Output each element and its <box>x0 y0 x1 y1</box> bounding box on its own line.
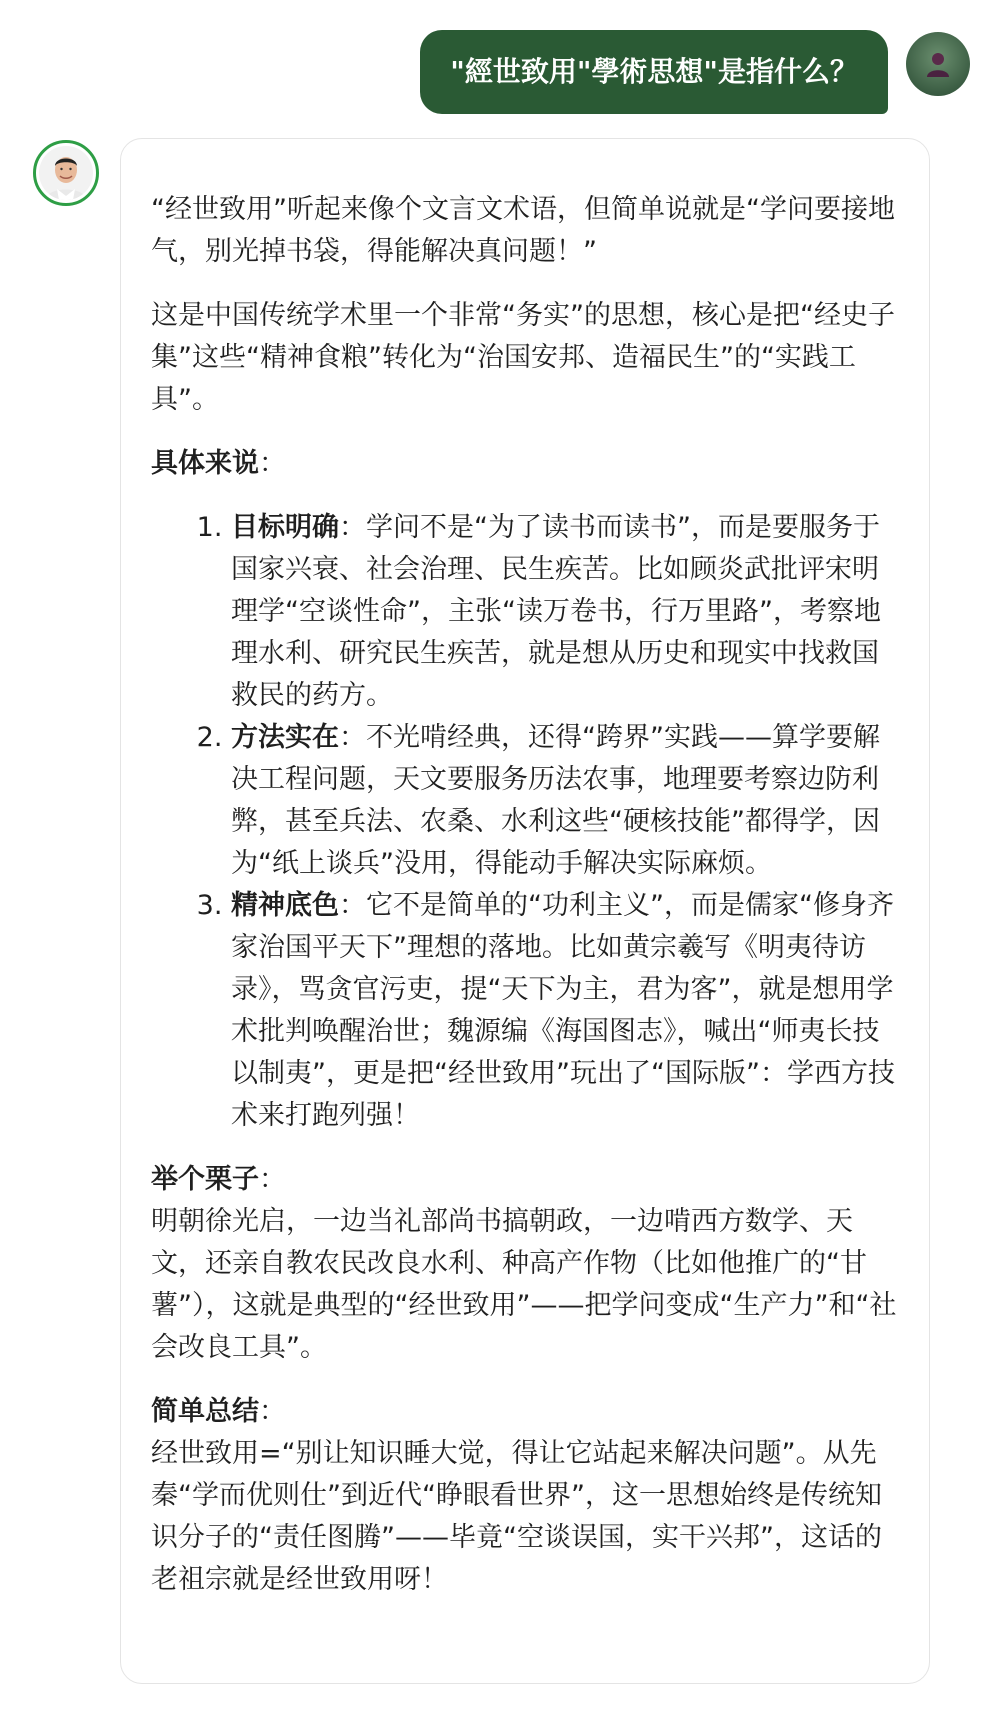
example-heading: 举个栗子 <box>151 1164 259 1195</box>
assistant-avatar[interactable] <box>33 140 99 206</box>
point-colon: ： <box>339 722 366 753</box>
list-item <box>231 885 901 1137</box>
point-text: 不光啃经典，还得“跨界”实践——算学要解决工程问题，天文要服务历法农事，地理要考察边防利弊，甚至兵法、农桑、水利这些“硬核技能”都得学，因为“纸上谈兵”没用，得能动手解决实际麻烦。 <box>231 722 880 879</box>
point-title: 精神底色 <box>231 890 339 921</box>
summary-heading: 简单总结 <box>151 1396 259 1427</box>
summary-text: 经世致用=“别让知识睡大觉，得让它站起来解决问题”。从先秦“学而优则仕”到近代“睁眼看世界”，这一思想始终是传统知识分子的“责任图腾”——毕竟“空谈误国，实干兴邦”，这话的老祖宗就是经世致用呀！ <box>151 1438 882 1595</box>
intro-paragraph-1: “经世致用”听起来像个文言文术语，但简单说就是“学问要接地气，别光掉书袋，得能解决真问题！” <box>151 194 895 267</box>
person-silhouette-icon <box>923 49 953 79</box>
heading-colon: ： <box>259 1164 286 1195</box>
point-colon: ： <box>339 512 366 543</box>
user-message-bubble: "經世致用"學術思想"是指什么？ <box>420 30 888 114</box>
user-avatar[interactable] <box>906 32 970 96</box>
intro-paragraph-2: 这是中国传统学术里一个非常“务实”的思想，核心是把“经史子集”这些“精神食粮”转化为“治国安邦、造福民生”的“实践工具”。 <box>151 300 895 415</box>
specifics-heading: 具体来说 <box>151 448 259 479</box>
assistant-portrait-icon <box>39 146 93 200</box>
list-item <box>231 507 901 717</box>
point-title: 目标明确 <box>231 512 339 543</box>
assistant-message-card <box>120 138 930 1684</box>
heading-colon: ： <box>259 448 286 479</box>
point-title: 方法实在 <box>231 722 339 753</box>
point-text: 学问不是“为了读书而读书”，而是要服务于国家兴衰、社会治理、民生疾苦。比如顾炎武批评宋明理学“空谈性命”，主张“读万卷书，行万里路”，考察地理水利、研究民生疾苦，就是想从历史和现实中找救国救民的药方。 <box>231 512 881 711</box>
example-heading-line <box>151 1159 901 1201</box>
specifics-heading-line <box>151 443 901 485</box>
example-text: 明朝徐光启，一边当礼部尚书搞朝政，一边啃西方数学、天文，还亲自教农民改良水利、种高产作物（比如他推广的“甘薯”），这就是典型的“经世致用”——把学问变成“生产力”和“社会改良工具”。 <box>151 1206 897 1363</box>
example-block <box>151 1159 901 1369</box>
points-list <box>151 507 901 1137</box>
user-message-row <box>420 30 970 114</box>
summary-heading-line <box>151 1391 901 1433</box>
list-item <box>231 717 901 885</box>
point-text: 它不是简单的“功利主义”，而是儒家“修身齐家治国平天下”理想的落地。比如黄宗羲写《明夷待访录》，骂贪官污吏，提“天下为主，君为客”，就是想用学术批判唤醒治世；魏源编《海国图志》，喊出“师夷长技以制夷”，更是把“经世致用”玩出了“国际版”：学西方技术来打跑列强！ <box>231 890 895 1131</box>
point-colon: ： <box>339 890 366 921</box>
summary-block <box>151 1391 901 1601</box>
heading-colon: ： <box>259 1396 286 1427</box>
